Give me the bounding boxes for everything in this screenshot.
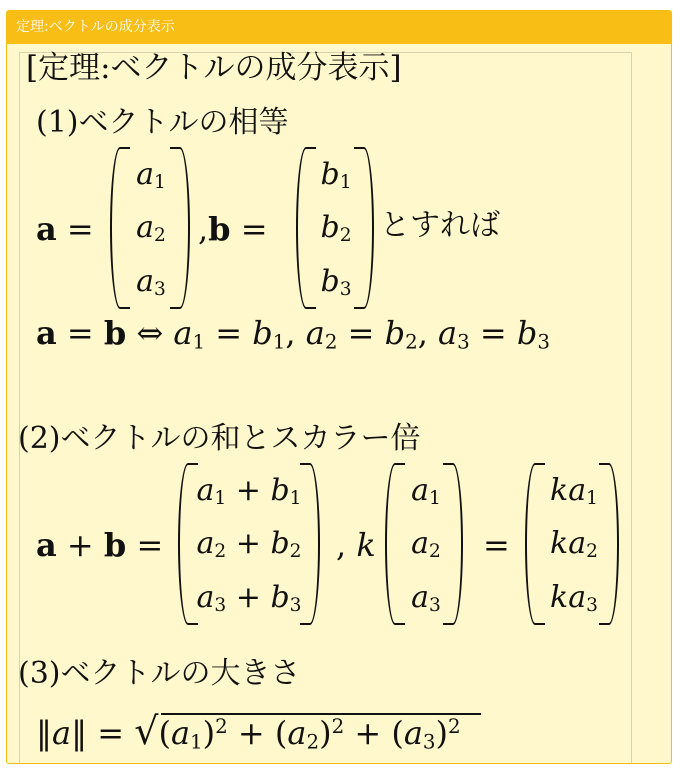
matrix-ka-entry-2: $ka_2$ — [550, 526, 598, 563]
matrix-a-entry-2: $a_2$ — [136, 210, 166, 247]
matrix-a-right-paren — [170, 147, 190, 309]
matrix-k-entry-3: $a_3$ — [411, 579, 441, 616]
matrix-a — [126, 148, 176, 308]
sum-lhs: a + b = — [36, 526, 164, 564]
matrix-sum-entry-2: $a_2 + b_2$ — [196, 526, 302, 563]
matrix-b-entry-2: $b_2$ — [320, 210, 352, 247]
section-1-heading: (1)ベクトルの相等 — [36, 105, 289, 140]
theorem-title: [定理:ベクトルの成分表示] — [26, 50, 402, 86]
magnitude-formula: ‖a‖ = $√(a_1)^2 + (a_2)^2 + (a_3)^2$ — [36, 709, 461, 754]
scalar-k-label: , k — [336, 526, 376, 564]
scalar-equals: = — [483, 526, 510, 564]
matrix-k-entry-1: $a_1$ — [411, 473, 441, 510]
matrix-k-right-paren — [443, 463, 463, 625]
matrix-a-entry-3: $a_3$ — [136, 263, 166, 300]
vector-b-label: ,b = — [198, 210, 268, 248]
card-header-title: 定理:ベクトルの成分表示 — [7, 11, 671, 44]
matrix-b-entry-1: $b_1$ — [320, 157, 352, 194]
matrix-ka-entry-3: $ka_3$ — [550, 579, 598, 616]
matrix-a-entry-1: $a_1$ — [136, 157, 166, 194]
vector-a-label: a = — [36, 210, 94, 248]
matrix-k-entry-2: $a_2$ — [411, 526, 441, 563]
matrix-b-entry-3: $b_3$ — [320, 263, 352, 300]
matrix-sum-right-paren — [300, 463, 320, 625]
sqrt-vinculum — [161, 713, 481, 715]
matrix-sum-entry-1: $a_1 + b_1$ — [196, 473, 302, 510]
matrix-ka-entry-1: $ka_1$ — [550, 473, 598, 510]
matrix-ka-right-paren — [599, 463, 619, 625]
section-3-heading: (3)ベクトルの大きさ — [18, 656, 301, 691]
matrix-sum — [190, 464, 308, 624]
matrix-ka — [540, 464, 608, 624]
section-2-heading: (2)ベクトルの和とスカラー倍 — [18, 421, 421, 456]
matrix-sum-entry-3: $a_3 + b_3$ — [196, 579, 302, 616]
matrix-b-right-paren — [354, 147, 374, 309]
equality-result: a = b ⇔ $a_1 = b_1$, $a_2 = b_2$, $a_3 = b_3$ — [36, 314, 551, 354]
if-text: とすれば — [380, 208, 500, 243]
